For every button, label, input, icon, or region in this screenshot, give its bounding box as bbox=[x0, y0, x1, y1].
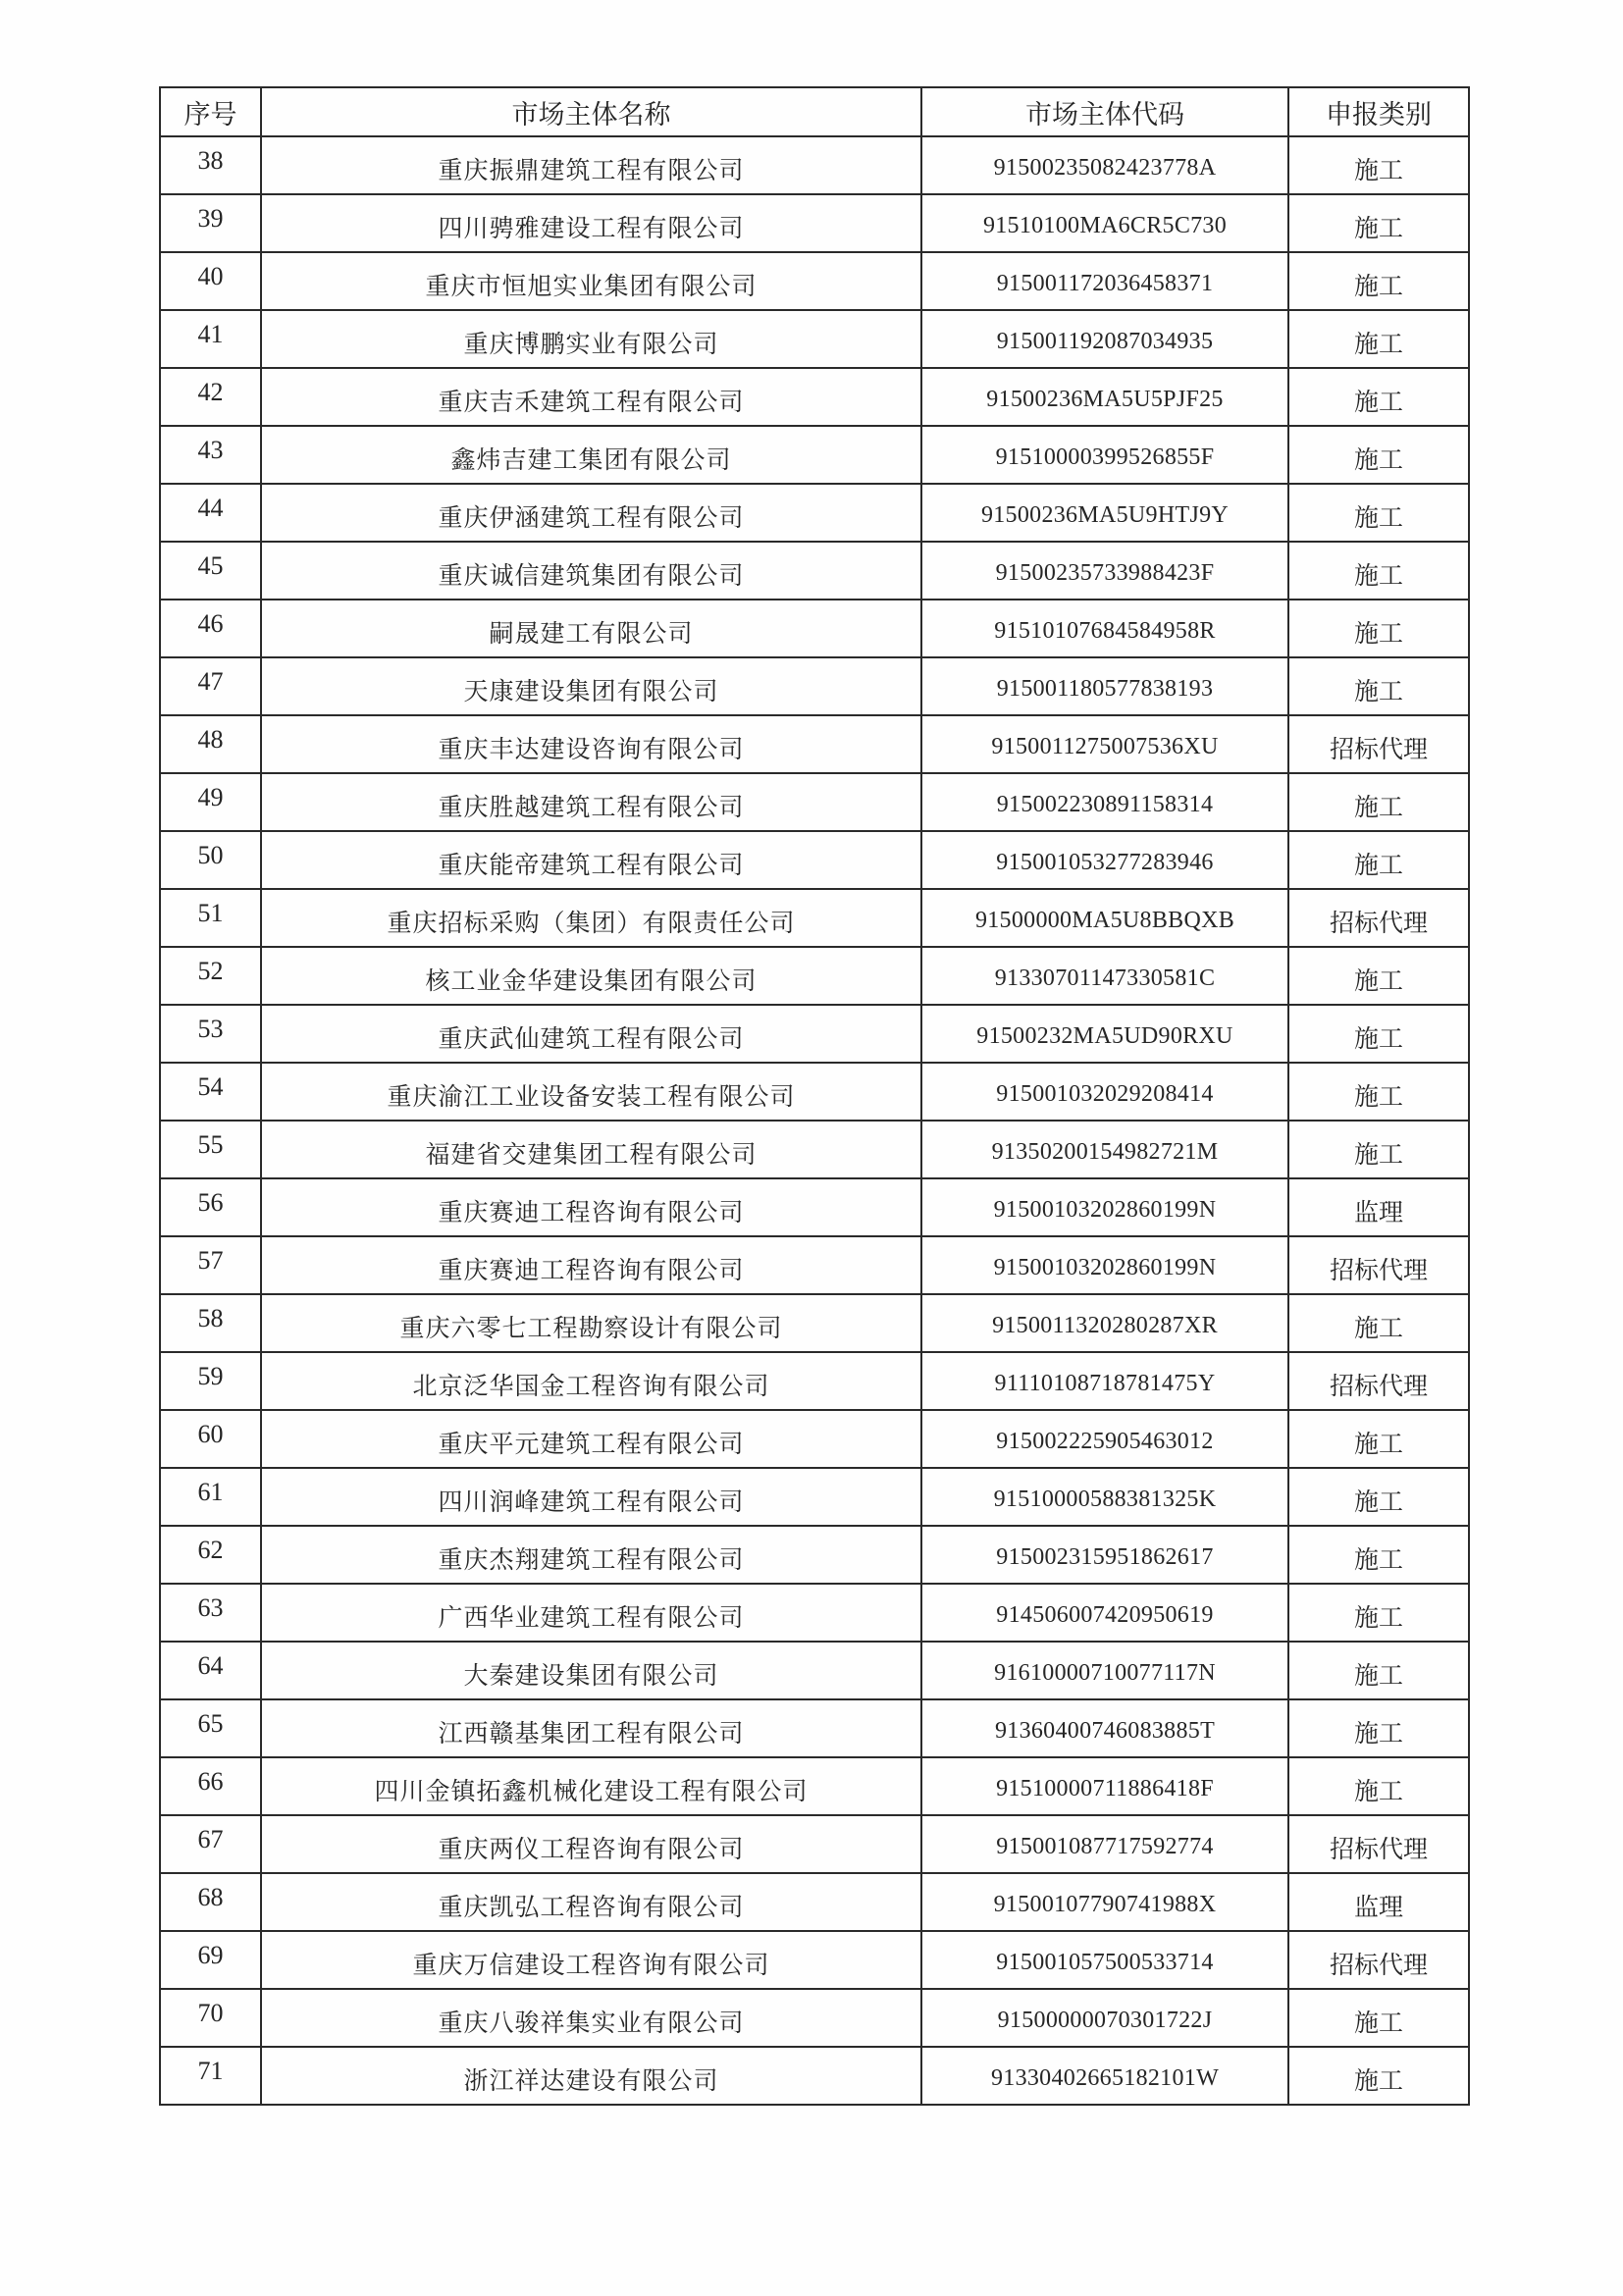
entity-name: 重庆胜越建筑工程有限公司 bbox=[261, 773, 921, 831]
declaration-type: 施工 bbox=[1288, 484, 1469, 542]
row-index: 42 bbox=[160, 368, 261, 426]
entity-code: 91500236MA5U5PJF25 bbox=[921, 368, 1288, 426]
entity-code: 91510100MA6CR5C730 bbox=[921, 194, 1288, 252]
entity-code: 91500103202860199N bbox=[921, 1178, 1288, 1236]
declaration-type: 施工 bbox=[1288, 2047, 1469, 2105]
entity-code: 915001180577838193 bbox=[921, 657, 1288, 715]
entity-name: 重庆两仪工程咨询有限公司 bbox=[261, 1815, 921, 1873]
entity-name: 重庆八骏祥集实业有限公司 bbox=[261, 1989, 921, 2047]
declaration-type: 施工 bbox=[1288, 773, 1469, 831]
table-row bbox=[160, 368, 1469, 426]
entity-code: 915001172036458371 bbox=[921, 252, 1288, 310]
entity-code: 91510000399526855F bbox=[921, 426, 1288, 484]
entity-code: 91500236MA5U9HTJ9Y bbox=[921, 484, 1288, 542]
table-row bbox=[160, 1063, 1469, 1121]
table-row bbox=[160, 1757, 1469, 1815]
declaration-type: 招标代理 bbox=[1288, 715, 1469, 773]
declaration-type: 施工 bbox=[1288, 252, 1469, 310]
row-index: 49 bbox=[160, 773, 261, 831]
row-index: 57 bbox=[160, 1236, 261, 1294]
table-row bbox=[160, 889, 1469, 947]
table-row bbox=[160, 1989, 1469, 2047]
entity-code: 91330701147330581C bbox=[921, 947, 1288, 1005]
table-row bbox=[160, 542, 1469, 600]
entity-code: 915002230891158314 bbox=[921, 773, 1288, 831]
declaration-type: 施工 bbox=[1288, 1642, 1469, 1699]
entity-name: 福建省交建集团工程有限公司 bbox=[261, 1121, 921, 1178]
declaration-type: 施工 bbox=[1288, 1526, 1469, 1584]
declaration-type: 施工 bbox=[1288, 1294, 1469, 1352]
row-index: 55 bbox=[160, 1121, 261, 1178]
entity-code: 91510107684584958R bbox=[921, 600, 1288, 657]
entity-name: 天康建设集团有限公司 bbox=[261, 657, 921, 715]
entity-name: 重庆吉禾建筑工程有限公司 bbox=[261, 368, 921, 426]
declaration-type: 施工 bbox=[1288, 1989, 1469, 2047]
table-row bbox=[160, 1526, 1469, 1584]
declaration-type: 施工 bbox=[1288, 1063, 1469, 1121]
declaration-type: 监理 bbox=[1288, 1178, 1469, 1236]
entity-name: 广西华业建筑工程有限公司 bbox=[261, 1584, 921, 1642]
row-index: 54 bbox=[160, 1063, 261, 1121]
row-index: 69 bbox=[160, 1931, 261, 1989]
entity-name: 重庆赛迪工程咨询有限公司 bbox=[261, 1178, 921, 1236]
declaration-type: 施工 bbox=[1288, 194, 1469, 252]
entity-code: 9150011275007536XU bbox=[921, 715, 1288, 773]
table-row bbox=[160, 947, 1469, 1005]
row-index: 53 bbox=[160, 1005, 261, 1063]
entity-name: 重庆六零七工程勘察设计有限公司 bbox=[261, 1294, 921, 1352]
declaration-type: 施工 bbox=[1288, 1584, 1469, 1642]
entity-name: 重庆博鹏实业有限公司 bbox=[261, 310, 921, 368]
entity-name: 重庆凯弘工程咨询有限公司 bbox=[261, 1873, 921, 1931]
entity-name: 四川骋雅建设工程有限公司 bbox=[261, 194, 921, 252]
entity-code: 91510000588381325K bbox=[921, 1468, 1288, 1526]
declaration-type: 施工 bbox=[1288, 600, 1469, 657]
entity-name: 四川金镇拓鑫机械化建设工程有限公司 bbox=[261, 1757, 921, 1815]
table-row bbox=[160, 1178, 1469, 1236]
row-index: 61 bbox=[160, 1468, 261, 1526]
header-code: 市场主体代码 bbox=[921, 87, 1288, 136]
entity-name: 重庆万信建设工程咨询有限公司 bbox=[261, 1931, 921, 1989]
entity-name: 核工业金华建设集团有限公司 bbox=[261, 947, 921, 1005]
table-row bbox=[160, 1410, 1469, 1468]
entity-name: 嗣晟建工有限公司 bbox=[261, 600, 921, 657]
declaration-type: 施工 bbox=[1288, 426, 1469, 484]
declaration-type: 招标代理 bbox=[1288, 1352, 1469, 1410]
entity-code: 91360400746083885T bbox=[921, 1699, 1288, 1757]
table-row bbox=[160, 1584, 1469, 1642]
table-row bbox=[160, 194, 1469, 252]
table-row bbox=[160, 2047, 1469, 2105]
entity-name: 重庆武仙建筑工程有限公司 bbox=[261, 1005, 921, 1063]
entity-name: 重庆杰翔建筑工程有限公司 bbox=[261, 1526, 921, 1584]
entity-code: 91610000710077117N bbox=[921, 1642, 1288, 1699]
declaration-type: 施工 bbox=[1288, 1005, 1469, 1063]
table-row bbox=[160, 1352, 1469, 1410]
entity-code: 91350200154982721M bbox=[921, 1121, 1288, 1178]
row-index: 47 bbox=[160, 657, 261, 715]
header-row bbox=[160, 87, 1469, 136]
entity-code: 91500107790741988X bbox=[921, 1873, 1288, 1931]
table-row bbox=[160, 1699, 1469, 1757]
entity-name: 重庆平元建筑工程有限公司 bbox=[261, 1410, 921, 1468]
declaration-type: 施工 bbox=[1288, 1757, 1469, 1815]
table-row bbox=[160, 484, 1469, 542]
declaration-type: 施工 bbox=[1288, 1699, 1469, 1757]
row-index: 48 bbox=[160, 715, 261, 773]
entity-name: 北京泛华国金工程咨询有限公司 bbox=[261, 1352, 921, 1410]
declaration-type: 监理 bbox=[1288, 1873, 1469, 1931]
header-name: 市场主体名称 bbox=[261, 87, 921, 136]
entity-code: 91500235082423778A bbox=[921, 136, 1288, 194]
row-index: 39 bbox=[160, 194, 261, 252]
table-row bbox=[160, 657, 1469, 715]
row-index: 58 bbox=[160, 1294, 261, 1352]
table-row bbox=[160, 1642, 1469, 1699]
entity-name: 重庆赛迪工程咨询有限公司 bbox=[261, 1236, 921, 1294]
table-row bbox=[160, 1121, 1469, 1178]
row-index: 51 bbox=[160, 889, 261, 947]
declaration-type: 施工 bbox=[1288, 542, 1469, 600]
row-index: 63 bbox=[160, 1584, 261, 1642]
row-index: 44 bbox=[160, 484, 261, 542]
declaration-type: 施工 bbox=[1288, 136, 1469, 194]
table-row bbox=[160, 426, 1469, 484]
entity-code: 915001087717592774 bbox=[921, 1815, 1288, 1873]
row-index: 52 bbox=[160, 947, 261, 1005]
table-row bbox=[160, 1873, 1469, 1931]
entity-name: 重庆市恒旭实业集团有限公司 bbox=[261, 252, 921, 310]
entity-code: 9150011320280287XR bbox=[921, 1294, 1288, 1352]
declaration-type: 施工 bbox=[1288, 1121, 1469, 1178]
market-entity-table bbox=[159, 86, 1470, 2106]
table-header bbox=[160, 87, 1469, 136]
entity-code: 91500103202860199N bbox=[921, 1236, 1288, 1294]
declaration-type: 施工 bbox=[1288, 1468, 1469, 1526]
row-index: 41 bbox=[160, 310, 261, 368]
table-row bbox=[160, 600, 1469, 657]
entity-code: 91510000711886418F bbox=[921, 1757, 1288, 1815]
table-row bbox=[160, 1931, 1469, 1989]
row-index: 71 bbox=[160, 2047, 261, 2105]
header-type: 申报类别 bbox=[1288, 87, 1469, 136]
row-index: 67 bbox=[160, 1815, 261, 1873]
header-index: 序号 bbox=[160, 87, 261, 136]
entity-name: 重庆渝江工业设备安装工程有限公司 bbox=[261, 1063, 921, 1121]
row-index: 64 bbox=[160, 1642, 261, 1699]
table-row bbox=[160, 1236, 1469, 1294]
entity-code: 91500000070301722J bbox=[921, 1989, 1288, 2047]
table-row bbox=[160, 715, 1469, 773]
declaration-type: 施工 bbox=[1288, 1410, 1469, 1468]
declaration-type: 招标代理 bbox=[1288, 1815, 1469, 1873]
row-index: 46 bbox=[160, 600, 261, 657]
row-index: 56 bbox=[160, 1178, 261, 1236]
entity-name: 重庆丰达建设咨询有限公司 bbox=[261, 715, 921, 773]
table-row bbox=[160, 1815, 1469, 1873]
declaration-type: 施工 bbox=[1288, 657, 1469, 715]
declaration-type: 施工 bbox=[1288, 368, 1469, 426]
row-index: 43 bbox=[160, 426, 261, 484]
entity-name: 重庆振鼎建筑工程有限公司 bbox=[261, 136, 921, 194]
row-index: 70 bbox=[160, 1989, 261, 2047]
entity-name: 大秦建设集团有限公司 bbox=[261, 1642, 921, 1699]
entity-code: 915001057500533714 bbox=[921, 1931, 1288, 1989]
entity-name: 四川润峰建筑工程有限公司 bbox=[261, 1468, 921, 1526]
row-index: 65 bbox=[160, 1699, 261, 1757]
table-row bbox=[160, 310, 1469, 368]
table-row bbox=[160, 831, 1469, 889]
declaration-type: 招标代理 bbox=[1288, 889, 1469, 947]
entity-name: 重庆招标采购（集团）有限责任公司 bbox=[261, 889, 921, 947]
row-index: 50 bbox=[160, 831, 261, 889]
table-row bbox=[160, 1468, 1469, 1526]
declaration-type: 施工 bbox=[1288, 831, 1469, 889]
row-index: 40 bbox=[160, 252, 261, 310]
row-index: 66 bbox=[160, 1757, 261, 1815]
entity-code: 91330402665182101W bbox=[921, 2047, 1288, 2105]
row-index: 45 bbox=[160, 542, 261, 600]
declaration-type: 施工 bbox=[1288, 310, 1469, 368]
table-body bbox=[160, 136, 1469, 2105]
entity-code: 91500232MA5UD90RXU bbox=[921, 1005, 1288, 1063]
row-index: 68 bbox=[160, 1873, 261, 1931]
entity-code: 915002315951862617 bbox=[921, 1526, 1288, 1584]
entity-code: 91110108718781475Y bbox=[921, 1352, 1288, 1410]
entity-name: 重庆诚信建筑集团有限公司 bbox=[261, 542, 921, 600]
entity-name: 重庆伊涵建筑工程有限公司 bbox=[261, 484, 921, 542]
entity-code: 91500235733988423F bbox=[921, 542, 1288, 600]
entity-code: 915001192087034935 bbox=[921, 310, 1288, 368]
table-row bbox=[160, 136, 1469, 194]
entity-name: 鑫炜吉建工集团有限公司 bbox=[261, 426, 921, 484]
declaration-type: 招标代理 bbox=[1288, 1931, 1469, 1989]
declaration-type: 施工 bbox=[1288, 947, 1469, 1005]
table-row bbox=[160, 1294, 1469, 1352]
table-row bbox=[160, 1005, 1469, 1063]
row-index: 60 bbox=[160, 1410, 261, 1468]
entity-code: 915002225905463012 bbox=[921, 1410, 1288, 1468]
entity-code: 914506007420950619 bbox=[921, 1584, 1288, 1642]
entity-code: 915001032029208414 bbox=[921, 1063, 1288, 1121]
table-row bbox=[160, 773, 1469, 831]
entity-code: 915001053277283946 bbox=[921, 831, 1288, 889]
entity-name: 江西赣基集团工程有限公司 bbox=[261, 1699, 921, 1757]
table-row bbox=[160, 252, 1469, 310]
entity-name: 浙江祥达建设有限公司 bbox=[261, 2047, 921, 2105]
row-index: 59 bbox=[160, 1352, 261, 1410]
row-index: 62 bbox=[160, 1526, 261, 1584]
row-index: 38 bbox=[160, 136, 261, 194]
declaration-type: 招标代理 bbox=[1288, 1236, 1469, 1294]
entity-code: 91500000MA5U8BBQXB bbox=[921, 889, 1288, 947]
entity-name: 重庆能帝建筑工程有限公司 bbox=[261, 831, 921, 889]
